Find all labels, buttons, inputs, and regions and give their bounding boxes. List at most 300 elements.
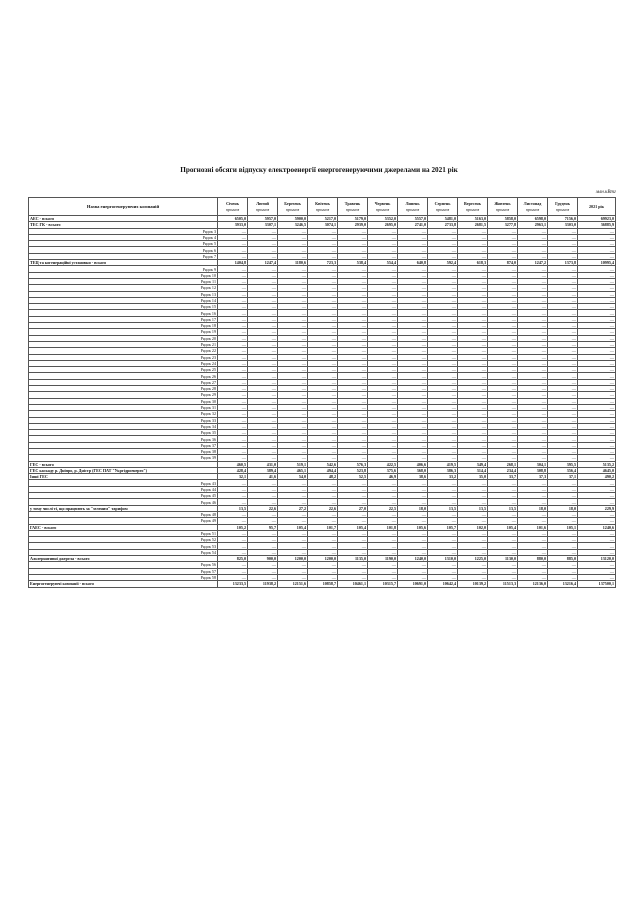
cell-month-value: — [518,511,548,517]
cell-month-value: — [218,291,248,297]
cell-month-value: — [338,354,368,360]
cell-month-value: — [368,436,398,442]
cell-month-value: — [218,530,248,536]
cell-month-value: — [488,574,518,580]
cell-month-value: — [458,297,488,303]
row-label: Рядок 24 [29,360,218,366]
cell-month-value: — [548,228,578,234]
cell-year-total: — [578,310,616,316]
cell-month-value: — [398,285,428,291]
row-label: Рядок 34 [29,423,218,429]
cell-month-value: 618,3 [458,260,488,266]
cell-month-value: — [278,480,308,486]
header-month-11 [518,198,548,216]
cell-month-value: — [308,323,338,329]
cell-year-total: — [578,228,616,234]
cell-month-value: — [338,323,368,329]
cell-month-value: — [338,398,368,404]
cell-month-value: — [368,335,398,341]
cell-month-value: — [308,455,338,461]
cell-month-value: — [458,549,488,555]
cell-month-value: — [278,285,308,291]
cell-month-value: — [518,247,548,253]
cell-month-value: — [518,360,548,366]
cell-month-value: — [308,329,338,335]
cell-month-value: — [398,404,428,410]
header-month-10 [488,198,518,216]
cell-month-value: — [428,455,458,461]
cell-month-value: — [248,310,278,316]
cell-month-value: — [458,253,488,259]
cell-month-value: 105,4 [338,524,368,530]
cell-month-value: — [428,417,458,423]
row-label: Рядок 10 [29,272,218,278]
cell-month-value: — [398,310,428,316]
cell-month-value: 11938,2 [248,581,278,587]
header-month-4 [308,198,338,216]
cell-month-value: — [218,266,248,272]
row-label: Рядок 30 [29,398,218,404]
cell-year-total: — [578,354,616,360]
cell-month-value: — [518,442,548,448]
cell-month-value: 105,4 [488,524,518,530]
cell-month-value: — [338,316,368,322]
cell-month-value: — [308,285,338,291]
cell-month-value: — [548,247,578,253]
cell-month-value: — [458,285,488,291]
cell-month-value: — [218,562,248,568]
section-total-row [29,581,616,587]
row-label: Рядок 39 [29,455,218,461]
cell-month-value: — [548,511,578,517]
cell-year-total: — [578,480,616,486]
cell-month-value: — [428,442,458,448]
cell-month-value: — [548,493,578,499]
row-label: Рядок 26 [29,373,218,379]
cell-month-value: — [218,398,248,404]
cell-month-value: 1247,4 [248,260,278,266]
cell-month-value: — [248,316,278,322]
cell-month-value: — [398,549,428,555]
cell-month-value: — [278,297,308,303]
cell-month-value: — [398,304,428,310]
cell-year-total: — [578,411,616,417]
cell-month-value: — [428,323,458,329]
cell-month-value: — [368,480,398,486]
cell-month-value: — [248,379,278,385]
cell-year-total: — [578,247,616,253]
cell-month-value: — [488,436,518,442]
cell-month-value: 5217,0 [308,216,338,222]
cell-month-value: — [248,241,278,247]
row-label: Рядок 14 [29,297,218,303]
cell-month-value: — [278,341,308,347]
cell-month-value: — [248,543,278,549]
cell-month-value: — [308,417,338,423]
cell-month-value: — [548,411,578,417]
cell-month-value: — [368,543,398,549]
cell-month-value: — [428,354,458,360]
cell-month-value: 105,6 [398,524,428,530]
cell-month-value: — [368,367,398,373]
cell-month-value: — [308,442,338,448]
cell-month-value: — [308,228,338,234]
cell-month-value: — [548,574,578,580]
cell-month-value: — [518,234,548,240]
cell-month-value: — [548,272,578,278]
cell-month-value: — [458,234,488,240]
cell-month-value: — [548,348,578,354]
cell-month-value: — [278,379,308,385]
cell-month-value: — [248,392,278,398]
cell-month-value: — [368,341,398,347]
cell-month-value: — [338,392,368,398]
cell-month-value: — [398,537,428,543]
cell-month-value: — [488,373,518,379]
cell-month-value: — [488,549,518,555]
row-label: у тому числі ті, що працюють за "зеленим" тарифом [29,505,218,511]
cell-month-value: — [548,360,578,366]
cell-month-value: 10642,4 [428,581,458,587]
row-label: Рядок 44 [29,486,218,492]
cell-month-value: — [398,379,428,385]
cell-month-value: — [458,310,488,316]
cell-month-value: — [218,348,248,354]
cell-month-value: 13216,4 [548,581,578,587]
cell-month-value: 885,0 [548,556,578,562]
header-month-label: Серпень [434,201,451,206]
cell-month-value: — [368,272,398,278]
cell-month-value: — [458,486,488,492]
forecast-table [28,197,616,588]
cell-month-value: — [548,430,578,436]
cell-month-value: — [248,436,278,442]
cell-month-value: — [518,316,548,322]
cell-month-value: — [518,537,548,543]
cell-month-value: — [428,316,458,322]
cell-month-value: — [218,493,248,499]
cell-year-total: — [578,297,616,303]
cell-month-value: 389,4 [248,467,278,473]
cell-month-value: — [488,392,518,398]
cell-month-value: — [338,537,368,543]
cell-month-value: — [488,486,518,492]
header-month-label: Березень [284,201,301,206]
cell-month-value: — [218,543,248,549]
cell-month-value: — [368,486,398,492]
row-label: Рядок 43 [29,480,218,486]
cell-month-value: — [518,341,548,347]
cell-month-value: — [338,241,368,247]
cell-month-value: — [398,511,428,517]
cell-month-value: — [218,360,248,366]
cell-month-value: — [488,278,518,284]
cell-month-value: — [548,499,578,505]
cell-month-value: — [488,518,518,524]
cell-year-total: — [578,360,616,366]
cell-month-value: — [218,404,248,410]
cell-month-value: — [368,499,398,505]
cell-year-total: — [578,562,616,568]
row-label: Рядок 36 [29,436,218,442]
cell-month-value: — [428,486,458,492]
cell-month-value: — [218,511,248,517]
cell-month-value: — [308,499,338,505]
cell-month-value: — [338,266,368,272]
cell-month-value: — [248,297,278,303]
cell-month-value: — [218,247,248,253]
cell-month-value: — [218,430,248,436]
cell-month-value: — [368,228,398,234]
cell-month-value: — [368,348,398,354]
row-label: Рядок 23 [29,354,218,360]
cell-month-value: — [218,329,248,335]
cell-month-value: — [248,323,278,329]
header-month-label: Грудень [555,201,570,206]
cell-month-value: 3246,5 [278,222,308,228]
header-forecast-label: прогноз [255,206,270,212]
cell-month-value: — [338,411,368,417]
cell-year-total: 69923,0 [578,216,616,222]
header-month-9 [458,198,488,216]
row-label: Рядок 5 [29,241,218,247]
cell-month-value: — [518,373,548,379]
cell-month-value: — [548,285,578,291]
cell-month-value: — [308,511,338,517]
cell-month-value: 1180,6 [278,260,308,266]
cell-month-value: 105,4 [278,524,308,530]
cell-month-value: — [398,234,428,240]
cell-month-value: — [308,291,338,297]
cell-month-value: — [308,241,338,247]
cell-month-value: — [248,329,278,335]
cell-month-value: — [218,423,248,429]
cell-month-value: — [368,360,398,366]
cell-month-value: — [488,360,518,366]
row-label: Енергогенеруючі компанії - всього [29,581,218,587]
cell-month-value: — [428,348,458,354]
cell-month-value: 900,0 [248,556,278,562]
cell-month-value: — [428,360,458,366]
cell-month-value: — [458,241,488,247]
cell-month-value: — [278,411,308,417]
cell-month-value: — [218,411,248,417]
cell-month-value: — [248,549,278,555]
cell-month-value: — [458,411,488,417]
cell-month-value: — [548,518,578,524]
cell-month-value: 101,7 [308,524,338,530]
cell-month-value: — [278,304,308,310]
cell-month-value: 38,6 [398,474,428,480]
cell-month-value: — [218,285,248,291]
cell-year-total: — [578,486,616,492]
cell-month-value: — [518,367,548,373]
cell-month-value: — [458,543,488,549]
cell-month-value: — [398,417,428,423]
cell-month-value: 6598,0 [518,216,548,222]
cell-month-value: 1200,0 [278,556,308,562]
header-forecast-label: прогноз [225,206,240,212]
cell-month-value: — [218,480,248,486]
cell-year-total: — [578,518,616,524]
cell-month-value: — [368,253,398,259]
cell-month-value: 2695,0 [368,222,398,228]
cell-month-value: — [338,448,368,454]
cell-month-value: — [248,568,278,574]
cell-year-total: — [578,404,616,410]
cell-month-value: — [548,537,578,543]
cell-month-value: — [338,335,368,341]
header-name-column: Назва енергогенеруючих компаній [29,198,218,216]
cell-month-value: — [428,411,458,417]
cell-month-value: — [428,379,458,385]
cell-month-value: 386,3 [428,467,458,473]
cell-month-value: 494,4 [308,467,338,473]
cell-month-value: — [458,448,488,454]
cell-month-value: — [488,423,518,429]
cell-month-value: 542,6 [308,461,338,467]
cell-month-value: — [518,455,548,461]
cell-year-total: — [578,448,616,454]
cell-month-value: — [428,266,458,272]
cell-month-value: — [218,568,248,574]
cell-month-value: — [308,480,338,486]
cell-month-value: — [548,562,578,568]
cell-month-value: — [248,411,278,417]
row-label: Рядок 32 [29,411,218,417]
cell-year-total: — [578,373,616,379]
cell-month-value: — [548,310,578,316]
cell-year-total: — [578,316,616,322]
cell-year-total: — [578,398,616,404]
cell-month-value: — [368,493,398,499]
cell-month-value: — [488,228,518,234]
cell-month-value: — [218,253,248,259]
cell-month-value: — [488,379,518,385]
cell-month-value: — [218,228,248,234]
header-forecast-label: прогноз [465,206,480,212]
cell-month-value: 880,0 [518,556,548,562]
cell-month-value: — [428,285,458,291]
cell-month-value: — [248,442,278,448]
cell-month-value: — [548,486,578,492]
cell-month-value: — [248,360,278,366]
cell-month-value: 2963,1 [518,222,548,228]
cell-month-value: — [278,549,308,555]
cell-month-value: — [548,442,578,448]
cell-month-value: — [368,285,398,291]
cell-month-value: — [248,228,278,234]
cell-month-value: — [428,543,458,549]
cell-month-value: 2733,8 [428,222,458,228]
cell-month-value: — [458,266,488,272]
header-forecast-label: прогноз [375,206,390,212]
cell-month-value: — [398,448,428,454]
header-forecast-label: прогноз [315,206,330,212]
cell-month-value: — [248,386,278,392]
cell-month-value: — [278,568,308,574]
header-month-label: Травень [344,201,361,206]
cell-month-value: — [488,266,518,272]
cell-month-value: — [398,562,428,568]
cell-month-value: — [308,304,338,310]
cell-month-value: — [218,455,248,461]
cell-month-value: — [458,247,488,253]
cell-month-value: — [308,549,338,555]
cell-month-value: — [308,278,338,284]
cell-year-total: — [578,574,616,580]
cell-month-value: — [458,348,488,354]
cell-year-total: — [578,543,616,549]
cell-month-value: — [398,568,428,574]
cell-month-value: — [248,448,278,454]
cell-month-value: — [308,562,338,568]
cell-month-value: 523,8 [338,467,368,473]
cell-month-value: — [548,448,578,454]
cell-month-value: — [368,291,398,297]
row-label: Рядок 17 [29,316,218,322]
cell-month-value: 428,4 [218,467,248,473]
cell-month-value: — [398,278,428,284]
cell-month-value: — [458,335,488,341]
cell-month-value: — [458,272,488,278]
cell-month-value: — [248,335,278,341]
cell-month-value: — [428,297,458,303]
cell-month-value: — [398,354,428,360]
cell-month-value: — [248,247,278,253]
header-forecast-label: прогноз [405,206,420,212]
cell-month-value: — [218,241,248,247]
cell-month-value: — [368,511,398,517]
cell-month-value: — [218,316,248,322]
cell-month-value: — [338,310,368,316]
cell-month-value: — [248,341,278,347]
cell-month-value: — [518,241,548,247]
cell-month-value: 10139,2 [458,581,488,587]
cell-month-value: — [458,392,488,398]
row-label: Рядок 27 [29,379,218,385]
cell-month-value: — [548,436,578,442]
row-label: Рядок 9 [29,266,218,272]
cell-month-value: — [278,493,308,499]
cell-month-value: — [338,499,368,505]
cell-month-value: — [308,537,338,543]
cell-month-value: — [338,304,368,310]
cell-month-value: — [308,367,338,373]
cell-month-value: — [428,234,458,240]
cell-month-value: 13,5 [458,505,488,511]
cell-month-value: — [278,417,308,423]
cell-month-value: — [488,417,518,423]
cell-month-value: — [488,398,518,404]
header-month-8 [428,198,458,216]
cell-month-value: — [518,228,548,234]
cell-month-value: — [488,253,518,259]
cell-month-value: 308,8 [518,467,548,473]
cell-month-value: — [458,386,488,392]
cell-month-value: — [218,379,248,385]
cell-month-value: 422,5 [368,461,398,467]
cell-month-value: — [278,574,308,580]
cell-month-value: — [308,392,338,398]
cell-month-value: — [248,348,278,354]
cell-month-value: 33,7 [488,474,518,480]
cell-month-value: — [368,392,398,398]
cell-month-value: — [368,448,398,454]
cell-year-total: — [578,335,616,341]
cell-month-value: — [458,329,488,335]
cell-month-value: — [518,310,548,316]
